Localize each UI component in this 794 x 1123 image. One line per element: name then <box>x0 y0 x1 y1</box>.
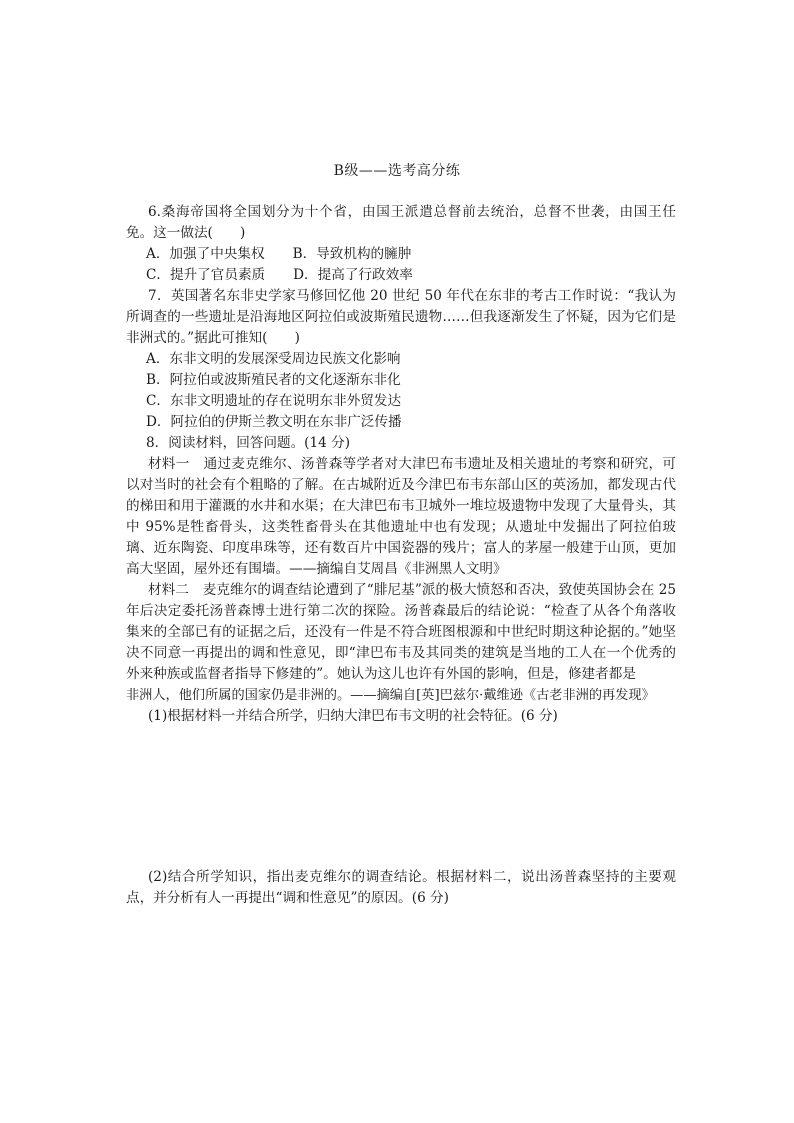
question-7-stem: 7．英国著名东非史学家马修回忆他 20 世纪 50 年代在东非的考古工作时说：“我认为所调查的一些遗址是沿海地区阿拉伯或波斯殖民遗物……但我逐渐发生了怀疑，因为它们是非洲式的。”据此可推知( ) <box>126 288 676 346</box>
question-6-option-d: D．提高了行政效率 <box>293 267 413 283</box>
question-7-option-d: D．阿拉伯的伊斯兰教文明在东非广泛传播 <box>146 414 402 430</box>
question-7-option-b: B．阿拉伯或波斯殖民者的文化逐渐东非化 <box>146 372 401 388</box>
question-6-stem: 6.桑海帝国将全国划分为十个省，由国王派遣总督前去统治，总督不世袭，由国王任免。这一做法( ) <box>126 204 676 241</box>
section-title: B级——选考高分练 <box>333 163 461 179</box>
material-2-source-line: 非洲人，他们所属的国家仍是非洲的。——摘编自[英]巴兹尔·戴维逊《古老非洲的再发现》 <box>126 688 655 703</box>
question-6-options-row-1 <box>146 244 411 265</box>
question-6-option-a: A．加强了中央集权 <box>146 246 265 262</box>
sub-question-1: (1)根据材料一并结合所学，归纳大津巴布韦文明的社会特征。(6 分) <box>148 708 558 724</box>
sub-question-2: (2)结合所学知识，指出麦克维尔的调查结论。根据材料二，说出汤普森坚持的主要观点，并分析有人一再提出“调和性意见”的原因。(6 分) <box>126 869 676 906</box>
question-8-stem: 8．阅读材料，回答问题。(14 分) <box>146 435 350 451</box>
material-1: 材料一 通过麦克维尔、汤普森等学者对大津巴布韦遗址及相关遗址的考察和研究，可以对当时的社会有个粗略的了解。在古城附近及今津巴布韦东部山区的英汤加，都发现古代的梯田和用于灌溉的水井和水渠；在大津巴布韦卫城外一堆垃圾遗物中发现了大量骨头，其中 95%是牲畜骨头，这类牲畜骨头在其他遗址中也有发现；从遗址中发掘出了阿拉伯玻璃、近东陶瓷、印度串珠等，还有数百片中国瓷器的残片；富人的茅屋一般建于山顶，更加高大坚固，屋外还有围墙。——摘编自艾周昌《非洲黑人文明》 <box>126 456 676 577</box>
question-6-option-b: B．导致机构的臃肿 <box>292 246 412 262</box>
question-7-option-a: A．东非文明的发展深受周边民族文化影响 <box>146 351 401 367</box>
question-6-options-row-2 <box>146 265 413 286</box>
question-6-option-c: C．提升了官员素质 <box>146 267 266 283</box>
material-2: 材料二 麦克维尔的调查结论遭到了“腓尼基”派的极大愤怒和否决，致使英国协会在 25 年后决定委托汤普森博士进行第二次的探险。汤普森最后的结论说：“检查了从各个角落收集来的全部已有的证据之后，还没有一件是不符合班图根源和中世纪时期这种论据的。”她坚决不同意一再提出的调和性意见，即“津巴布韦及其同类的建筑是当地的工人在一个优秀的外来种族或监督者指导下修建的”。她认为这儿也许有外国的影响，但是，修建者都是 <box>126 582 676 682</box>
question-7-option-c: C．东非文明遗址的存在说明东非外贸发达 <box>146 393 402 409</box>
